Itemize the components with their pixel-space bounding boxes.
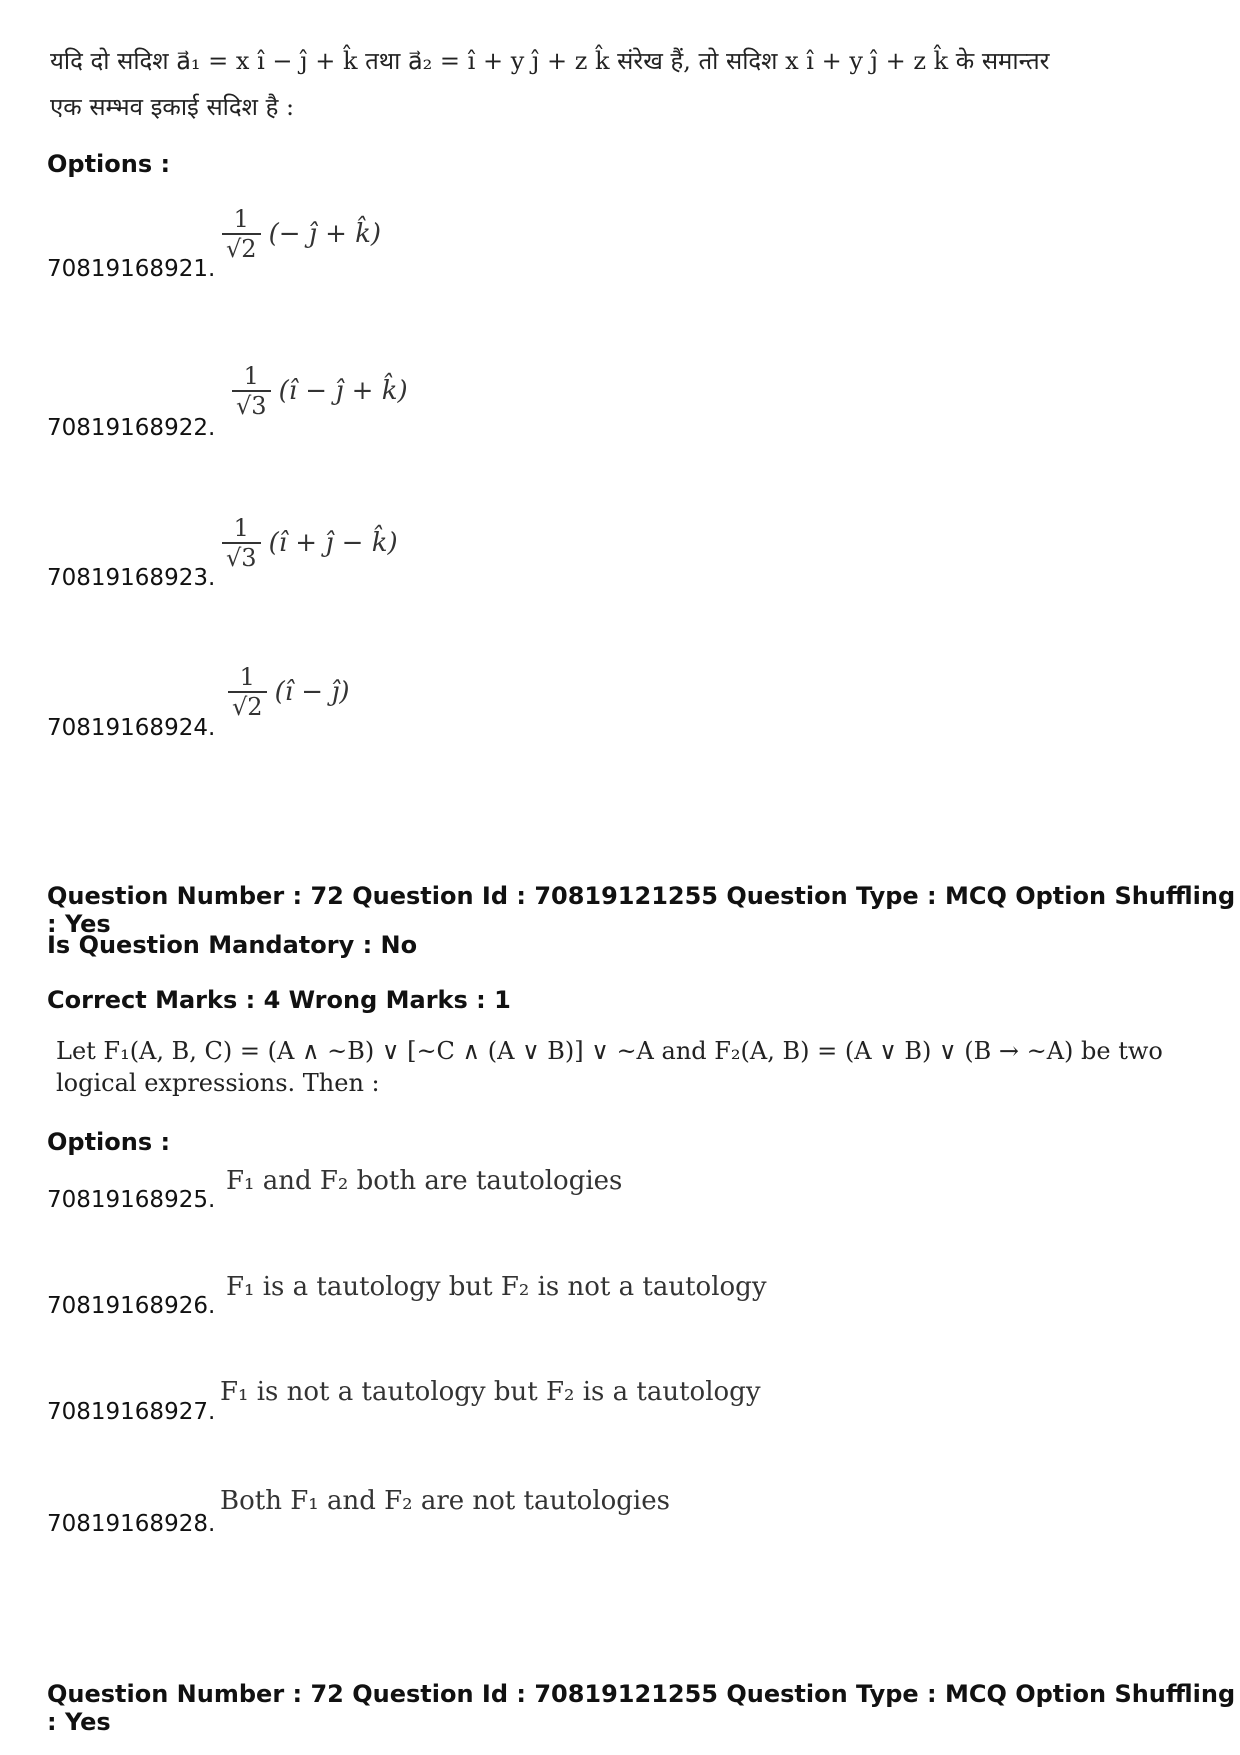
fraction-numerator: 1 xyxy=(233,205,249,233)
option-math xyxy=(228,663,350,721)
fraction-denominator: √3 xyxy=(232,390,271,420)
fraction-numerator: 1 xyxy=(233,514,249,542)
fraction-denominator: √2 xyxy=(222,233,261,263)
option-math xyxy=(222,514,398,572)
option-text: Both F₁ and F₂ are not tautologies xyxy=(220,1486,670,1516)
fraction xyxy=(222,514,261,572)
option-math xyxy=(232,362,408,420)
option-id: 70819168921. xyxy=(47,256,216,282)
option-text: F₁ is a tautology but F₂ is not a tautology xyxy=(226,1272,767,1302)
question-header-next: Question Number : 72 Question Id : 70819121255 Question Type : MCQ Option Shuffling : Yes xyxy=(47,1680,1236,1736)
option-math xyxy=(222,205,381,263)
fraction-denominator: √3 xyxy=(222,542,261,572)
vector-expression: (− ĵ + k̂) xyxy=(268,219,382,249)
fraction-numerator: 1 xyxy=(239,663,255,691)
vector-expression: (î + ĵ − k̂) xyxy=(268,528,398,558)
option-id: 70819168926. xyxy=(47,1293,216,1319)
fraction xyxy=(228,663,267,721)
vector-expression: (î − ĵ) xyxy=(274,677,350,707)
fraction xyxy=(222,205,261,263)
q72-text-line1: Let F₁(A, B, C) = (A ∧ ~B) ∨ [~C ∧ (A ∨ B)] ∨ ~A and F₂(A, B) = (A ∨ B) ∨ (B → ~A) be two xyxy=(56,1037,1163,1065)
option-text: F₁ and F₂ both are tautologies xyxy=(226,1166,623,1196)
q71-options-label: Options : xyxy=(47,150,171,178)
question-marks: Correct Marks : 4 Wrong Marks : 1 xyxy=(47,986,511,1014)
option-id: 70819168927. xyxy=(47,1399,216,1425)
option-id: 70819168923. xyxy=(47,565,216,591)
q71-text-line2: एक सम्भव इकाई सदिश है : xyxy=(50,93,295,121)
fraction-numerator: 1 xyxy=(243,362,259,390)
option-id: 70819168922. xyxy=(47,415,216,441)
option-text: F₁ is not a tautology but F₂ is a tautology xyxy=(220,1377,761,1407)
question-header: Question Number : 72 Question Id : 70819121255 Question Type : MCQ Option Shuffling : Yes xyxy=(47,882,1236,938)
vector-expression: (î − ĵ + k̂) xyxy=(278,376,408,406)
q72-text-line2: logical expressions. Then : xyxy=(56,1069,380,1097)
option-id: 70819168924. xyxy=(47,715,216,741)
question-mandatory: Is Question Mandatory : No xyxy=(47,931,418,959)
option-id: 70819168928. xyxy=(47,1511,216,1537)
option-id: 70819168925. xyxy=(47,1187,216,1213)
fraction-denominator: √2 xyxy=(228,691,267,721)
fraction xyxy=(232,362,271,420)
q72-options-label: Options : xyxy=(47,1128,171,1156)
q71-text-line1: यदि दो सदिश a⃗₁ = x î − ĵ + k̂ तथा a⃗₂ = î + y ĵ + z k̂ संरेख हैं, तो सदिश x î + y ĵ + z k̂ के समान्तर xyxy=(50,47,1050,75)
